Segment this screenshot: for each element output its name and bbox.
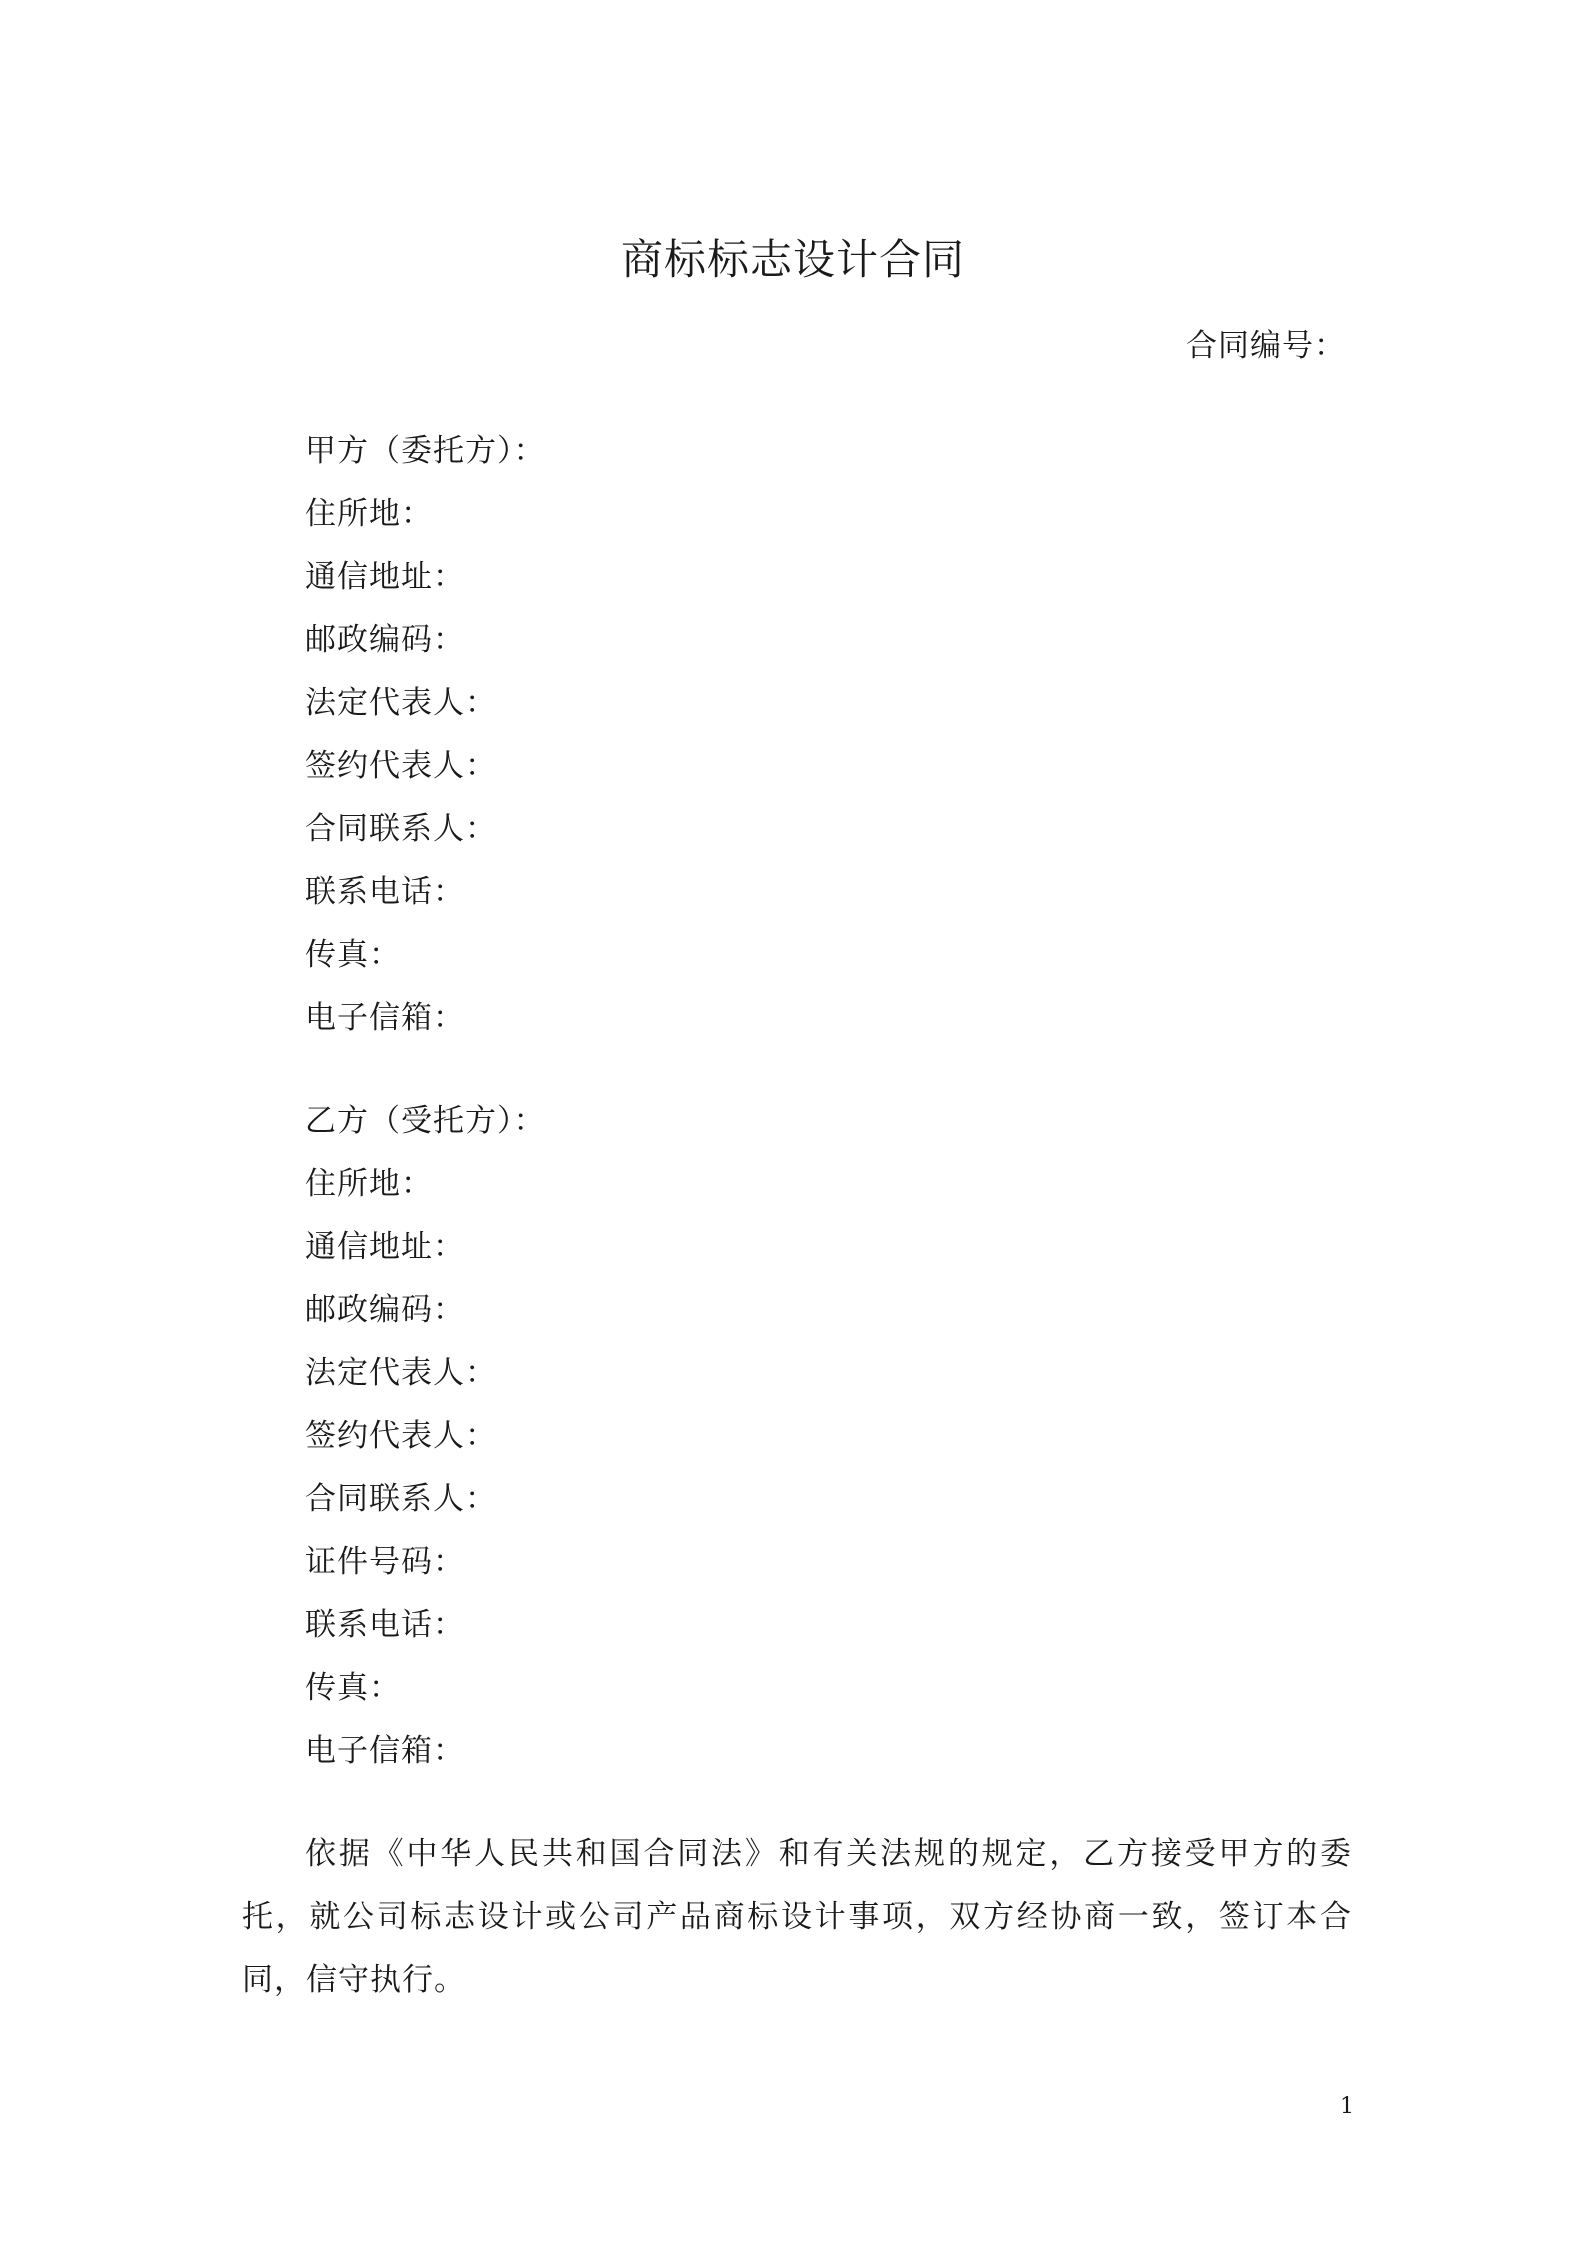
party-b-id-number-label: 证件号码： — [305, 1544, 465, 1580]
document-title: 商标标志设计合同 — [620, 235, 965, 284]
party-a-phone-label: 联系电话： — [305, 874, 465, 910]
contract-number-label: 合同编号： — [1186, 328, 1346, 364]
party-b-phone-label: 联系电话： — [305, 1607, 465, 1643]
party-b-domicile-label: 住所地： — [305, 1166, 433, 1202]
party-b-postal-code-label: 邮政编码： — [305, 1292, 465, 1328]
page-number: 1 — [1340, 2094, 1354, 2119]
party-b-info — [305, 1097, 546, 1790]
party-a-fax-label: 传真： — [305, 937, 401, 973]
party-a-mailing-address-label: 通信地址： — [305, 559, 465, 595]
party-b-email-label: 电子信箱： — [305, 1733, 465, 1769]
party-a-postal-code-label: 邮政编码： — [305, 622, 465, 658]
intro-paragraph: 依据《中华人民共和国合同法》和有关法规的规定，乙方接受甲方的委托，就公司标志设计或公司产品商标设计事项，双方经协商一致，签订本合同，信守执行。 — [242, 1836, 1352, 1998]
party-a-contact-person-label: 合同联系人： — [305, 811, 497, 847]
party-b-contact-person-label: 合同联系人： — [305, 1481, 497, 1517]
party-a-legal-representative-label: 法定代表人： — [305, 685, 497, 721]
party-b-mailing-address-label: 通信地址： — [305, 1229, 465, 1265]
party-a-email-label: 电子信箱： — [305, 1000, 465, 1036]
party-b-signing-representative-label: 签约代表人： — [305, 1418, 497, 1454]
party-b-fax-label: 传真： — [305, 1670, 401, 1706]
party-a-name-label: 甲方（委托方）： — [305, 433, 546, 469]
party-a-info — [305, 427, 546, 1057]
party-a-domicile-label: 住所地： — [305, 496, 433, 532]
party-b-name-label: 乙方（受托方）： — [305, 1103, 546, 1139]
party-b-legal-representative-label: 法定代表人： — [305, 1355, 497, 1391]
party-a-signing-representative-label: 签约代表人： — [305, 748, 497, 784]
